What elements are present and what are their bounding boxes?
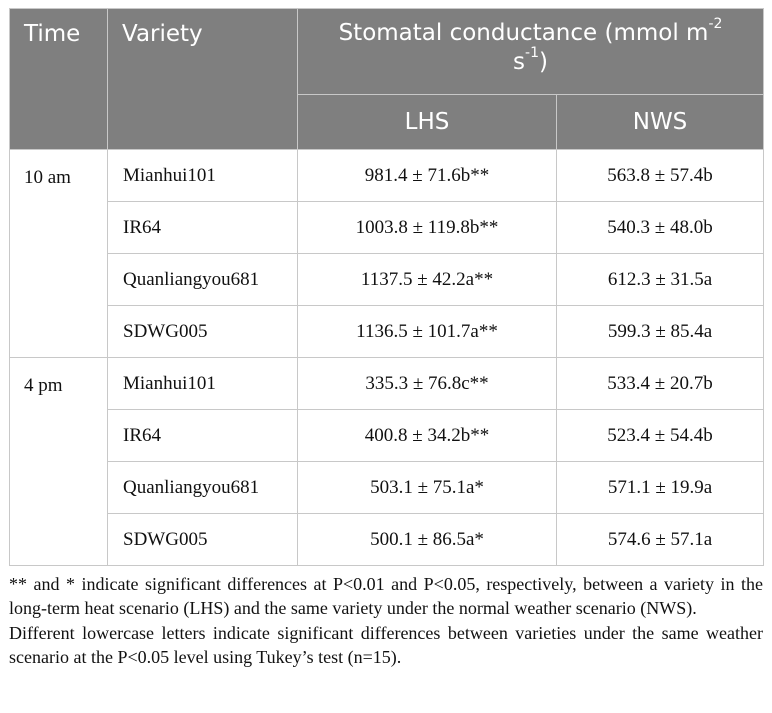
footnote-lowercase-letters: Different lowercase letters indicate significant differences between varieties under the same weather scenario at the P<0.05 level using Tukey’s test (n=15). [9, 623, 763, 667]
table-row [10, 514, 764, 566]
variety-cell: SDWG005 [108, 306, 298, 358]
nws-cell: 571.1 ± 19.9a [557, 462, 764, 514]
stomatal-conductance-table [9, 8, 764, 566]
lhs-cell: 335.3 ± 76.8c** [298, 358, 557, 410]
lhs-cell: 1137.5 ± 42.2a** [298, 254, 557, 306]
lhs-cell: 500.1 ± 86.5a* [298, 514, 557, 566]
time-cell: 4 pm [10, 358, 108, 566]
nws-cell: 533.4 ± 20.7b [557, 358, 764, 410]
lhs-cell: 503.1 ± 75.1a* [298, 462, 557, 514]
table-footnotes [9, 572, 763, 670]
header-variety: Variety [108, 9, 298, 150]
variety-cell: IR64 [108, 202, 298, 254]
table-row [10, 410, 764, 462]
variety-cell: Mianhui101 [108, 358, 298, 410]
table-row [10, 306, 764, 358]
nws-cell: 574.6 ± 57.1a [557, 514, 764, 566]
lhs-cell: 400.8 ± 34.2b** [298, 410, 557, 462]
table-header [10, 9, 764, 150]
data-table-container [9, 8, 763, 566]
time-cell: 10 am [10, 150, 108, 358]
lhs-cell: 1003.8 ± 119.8b** [298, 202, 557, 254]
variety-cell: Quanliangyou681 [108, 462, 298, 514]
nws-cell: 563.8 ± 57.4b [557, 150, 764, 202]
table-body [10, 150, 764, 566]
table-row [10, 254, 764, 306]
nws-cell: 612.3 ± 31.5a [557, 254, 764, 306]
table-row [10, 202, 764, 254]
header-time: Time [10, 9, 108, 150]
variety-cell: IR64 [108, 410, 298, 462]
header-stomatal-conductance: Stomatal conductance (mmol $m^{-2}$ $s^{-1}$) [298, 9, 764, 95]
lhs-cell: 981.4 ± 71.6b** [298, 150, 557, 202]
lhs-cell: 1136.5 ± 101.7a** [298, 306, 557, 358]
header-nws: NWS [557, 95, 764, 150]
variety-cell: Mianhui101 [108, 150, 298, 202]
variety-cell: SDWG005 [108, 514, 298, 566]
table-row [10, 358, 764, 410]
header-lhs: LHS [298, 95, 557, 150]
nws-cell: 523.4 ± 54.4b [557, 410, 764, 462]
footnote-significance: ** and * indicate significant differences at P<0.01 and P<0.05, respectively, between a variety in the long-term heat scenario (LHS) and the same variety under the normal weather scenario (NWS). [9, 574, 763, 618]
table-row [10, 462, 764, 514]
nws-cell: 599.3 ± 85.4a [557, 306, 764, 358]
variety-cell: Quanliangyou681 [108, 254, 298, 306]
nws-cell: 540.3 ± 48.0b [557, 202, 764, 254]
table-row [10, 150, 764, 202]
